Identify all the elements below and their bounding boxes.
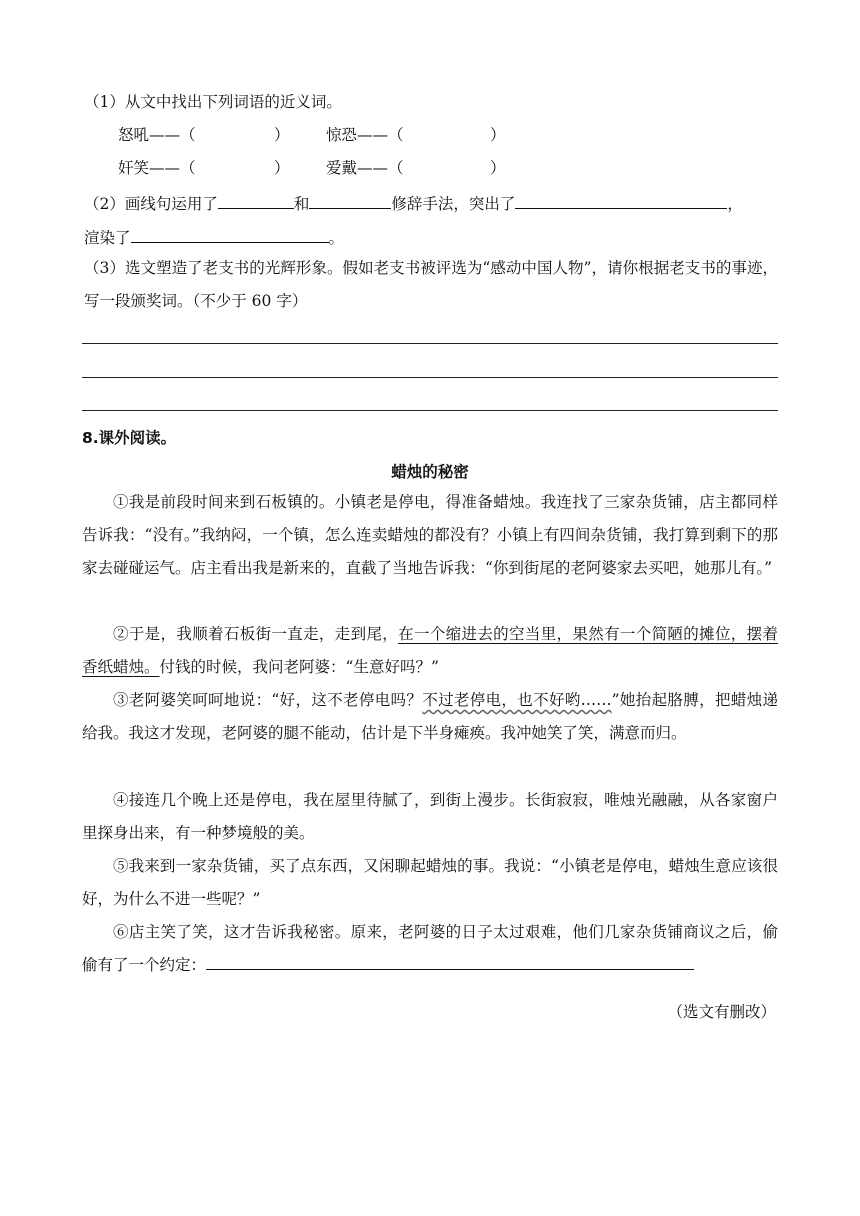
passage-title: 蜡烛的秘密	[391, 463, 469, 481]
paragraph-2	[82, 618, 778, 684]
q2-line-1	[84, 192, 743, 214]
answer-line-1[interactable]	[82, 343, 778, 344]
q1-item-word: 惊恐——（	[326, 126, 404, 144]
q1-item-word: 奸笑——（	[118, 159, 196, 177]
q1-item-4	[326, 156, 404, 178]
q1-item-2-close: ）	[490, 126, 506, 144]
q2-blank-3[interactable]	[515, 192, 727, 209]
q2-blank-4[interactable]	[131, 226, 329, 243]
fill-in-line[interactable]	[206, 955, 694, 970]
paragraph-4: ④接连几个晚上还是停电，我在屋里待腻了，到街上漫步。长街寂寂，唯烛光融融，从各家窗户里探身出来，有一种梦境般的美。	[82, 791, 778, 842]
paragraph-6	[82, 916, 778, 982]
underlined-sentence: 在一个缩进去的空当里，果然有一个简陋的摊位，摆着香纸蜡烛。	[82, 625, 778, 676]
q2-text-e: 渲染了	[84, 229, 131, 247]
q3-prompt: （3）选文塑造了老支书的光辉形象。假如老支书被评选为“感动中国人物”，请你根据老支书的事迹，写一段颁奖词。（不少于 60 字）	[84, 259, 778, 310]
paragraph-2-text-b: 付钱的时候，我问老阿婆：“生意好吗？”	[159, 658, 439, 676]
paragraph-3	[82, 684, 778, 750]
q1-item-3-close: ）	[274, 159, 290, 177]
section-heading: 8.课外阅读。	[82, 429, 177, 447]
q2-text-b: 和	[293, 195, 310, 213]
wavy-underlined-sentence: 不过老停电，也不好哟……	[422, 691, 612, 709]
q1-item-1-close: ）	[274, 126, 290, 144]
paragraph-1: ①我是前段时间来到石板镇的。小镇老是停电，得准备蜡烛。我连找了三家杂货铺，店主都同样告诉我：“没有。”我纳闷，一个镇，怎么连卖蜡烛的都没有？小镇上有四间杂货铺，我打算到剩下的那家去碰碰运气。店主看出我是新来的，直截了当地告诉我：“你到街尾的老阿婆家去买吧，她那儿有。”	[82, 493, 778, 577]
q1-item-1	[118, 123, 196, 145]
answer-line-2[interactable]	[82, 377, 778, 378]
answer-line-3[interactable]	[82, 410, 778, 411]
q1-item-4-close: ）	[490, 159, 506, 177]
q1-item-word: 怒吼——（	[118, 126, 196, 144]
q2-text-a: （2）画线句运用了	[84, 195, 218, 213]
q1-prompt: （1）从文中找出下列词语的近义词。	[84, 93, 342, 111]
q2-text-d: ，	[727, 195, 743, 213]
paragraph-2-text-a: ②于是，我顺着石板街一直走，走到尾，	[113, 625, 399, 643]
q2-text-c: 修辞手法，突出了	[391, 195, 516, 213]
paragraph-3-text-b: ”她抬起胳膊，把蜡烛递给我。我这才发现，老阿婆的腿不能动，估计是下半身瘫痪。我冲她笑了笑，满意而归。	[82, 691, 778, 742]
paragraph-3-text-a: ③老阿婆笑呵呵地说：“好，这不老停电吗？	[113, 691, 423, 709]
paragraph-5: ⑤我来到一家杂货铺，买了点东西，又闲聊起蜡烛的事。我说：“小镇老是停电，蜡烛生意应该很好，为什么不进一些呢？”	[82, 857, 778, 908]
q1-item-word: 爱戴——（	[326, 159, 404, 177]
q2-blank-1[interactable]	[218, 192, 294, 209]
q2-text-f: 。	[328, 229, 345, 247]
q2-line-2	[84, 226, 344, 248]
q1-item-3	[118, 156, 196, 178]
paragraph-6-text: ⑥店主笑了笑，这才告诉我秘密。原来，老阿婆的日子太过艰难，他们几家杂货铺商议之后，偷偷有了一个约定：	[82, 923, 778, 974]
q2-blank-2[interactable]	[309, 192, 391, 209]
q1-item-2	[326, 123, 404, 145]
source-note: （选文有删改）	[667, 1003, 776, 1021]
